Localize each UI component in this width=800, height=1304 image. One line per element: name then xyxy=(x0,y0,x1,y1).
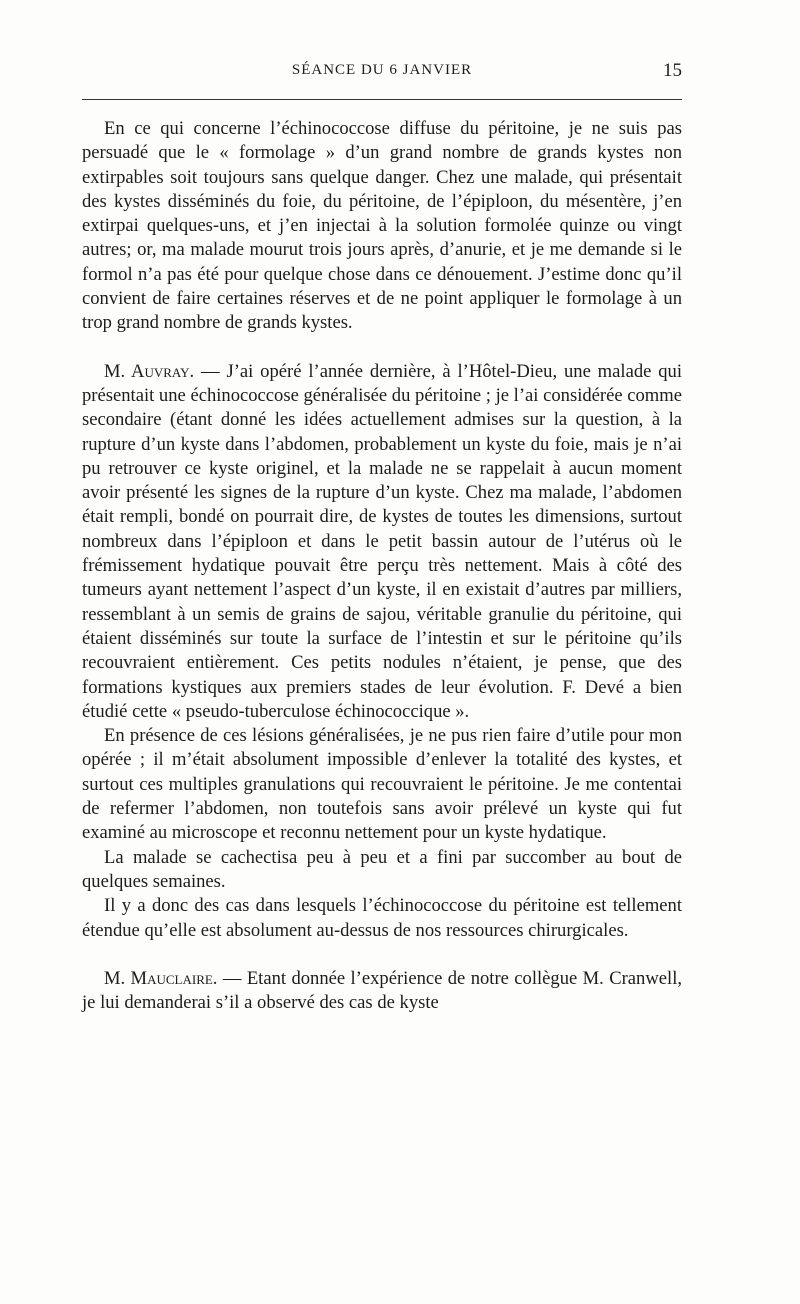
speaker-auvray: M. Auvray. xyxy=(104,360,195,382)
paragraph-5 xyxy=(82,894,682,943)
paragraph-1 xyxy=(82,117,682,336)
paragraph-2 xyxy=(82,360,682,724)
paragraph-4-text: La malade se cachectisa peu à peu et a fini par succomber au bout de quelques semaines. xyxy=(82,846,682,892)
header-rule xyxy=(82,99,682,100)
paragraph-6-text: — Etant donnée l’expérience de notre collègue M. Cranwell, je lui demanderai s’il a observé des cas de kyste xyxy=(82,967,683,1014)
paragraph-3-text: En présence de ces lésions généralisées, je ne pus rien faire d’utile pour mon opérée ; il m’était absolument impossible d’enlever la totalité des kystes, et surtout ces multiples granulations qui recouvraient le péritoine. Je me contentai de refermer l’abdomen, non toutefois sans avoir prélevé un kyste qui fut examiné au microscope et reconnu nettement pour un kyste hydatique. xyxy=(82,725,682,844)
body-text xyxy=(82,117,682,1015)
paragraph-1-text: En ce qui concerne l’échinococcose diffuse du péritoine, je ne suis pas persuadé que le « formolage » d’un grand nombre de grands kystes non extirpables soit toujours sans quelque danger. Chez une malade, qui présentait des kystes disséminés du foie, du péritoine, de l’épiploon, du mésentère, j’en extirpai quelques-uns, et j’en injectai à la solution formolée quinze ou vingt autres; or, ma malade mourut trois jours après, d’anurie, et je me demande si le formol n’a pas été pour quelque chose dans ce dénouement. J’estime donc qu’il convient de faire certaines réserves et de ne point appliquer le formolage à un trop grand nombre de grands kystes. xyxy=(82,118,682,334)
paragraph-3 xyxy=(82,724,682,845)
paragraph-2-text: — J’ai opéré l’année dernière, à l’Hôtel-Dieu, une malade qui présentait une échinococcose généralisée du péritoine ; je l’ai considérée comme secondaire (étant donné les idées actuellement admises sur la question, à la rupture d’un kyste dans l’abdomen, probablement un kyste du foie, mais je n’ai pu retrouver ce kyste originel, et la malade ne se rappelait à aucun moment avoir présenté les signes de la rupture d’un kyste. Chez ma malade, l’abdomen était rempli, bondé on pourrait dire, de kystes de toutes les dimensions, surtout nombreux dans l’épiploon et dans le petit bassin autour de l’utérus où le frémissement hydatique pouvait être perçu très nettement. Mais à côté des tumeurs ayant nettement l’aspect d’un kyste, il en existait d’autres par milliers, ressemblant à un semis de grains de sajou, véritable granulie du péritoine, qui étaient disséminés sur toute la surface de l’intestin et sur le péritoine qu’ils recouvraient entièrement. Ces petits nodules n’étaient, je pense, que des formations kystiques aux premiers stades de leur évolution. F. Devé a bien étudié cette « pseudo-tuberculose échinococcique ». xyxy=(82,360,682,722)
running-title: SÉANCE DU 6 JANVIER xyxy=(291,62,473,78)
page-number: 15 xyxy=(663,60,682,81)
speaker-mauclaire: M. Mauclaire. xyxy=(104,967,218,989)
page-header xyxy=(82,62,682,86)
paragraph-4 xyxy=(82,846,682,895)
paragraph-5-text: Il y a donc des cas dans lesquels l’échinococcose du péritoine est tellement étendue qu’elle est absolument au-dessus de nos ressources chirurgicales. xyxy=(82,895,682,941)
paragraph-6 xyxy=(82,967,682,1016)
